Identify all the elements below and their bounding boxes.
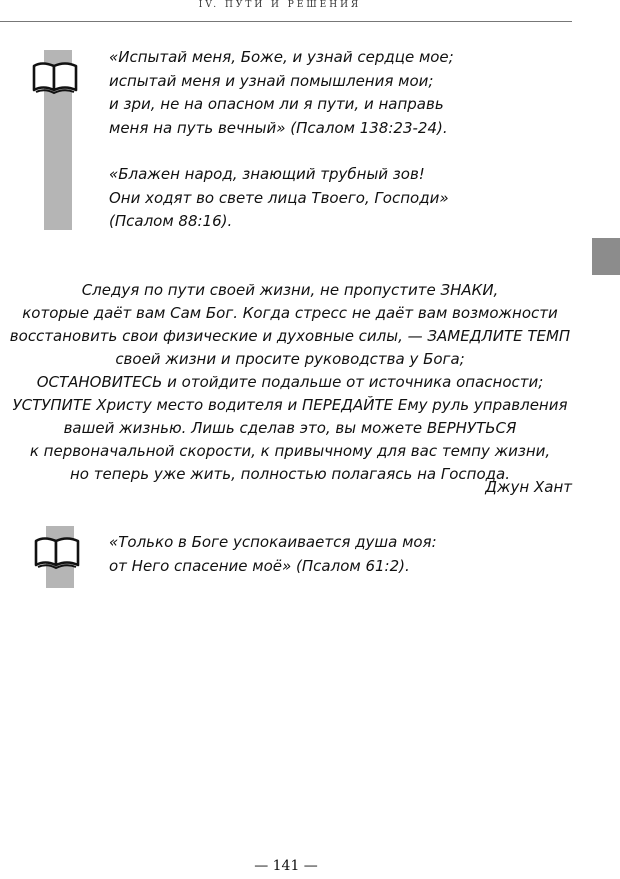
psalm-quote-block-1	[109, 46, 559, 234]
quote-line: «Блажен народ, знающий трубный зов!	[109, 165, 425, 183]
text-line: вашей жизнью. Лишь сделав это, вы можете ВЕРНУТЬСЯ	[63, 419, 517, 437]
text-line: к первоначальной скорости, к привычному для вас темпу жизни,	[29, 442, 551, 460]
quote-author: Джун Хант	[485, 478, 572, 496]
text-line: которые даёт вам Сам Бог. Когда стресс не даёт вам возможности	[22, 304, 558, 322]
quote-line: (Псалом 88:16).	[109, 212, 233, 230]
quote-line: Они ходят во свете лица Твоего, Господи»	[109, 188, 449, 207]
quote-line: меня на путь вечный» (Псалом 138:23-24).	[109, 118, 448, 137]
text-line: своей жизни и просите руководства у Бога;	[115, 350, 465, 368]
text-line: но теперь уже жить, полностью полагаясь на Господа.	[69, 465, 510, 483]
quote-line: и зри, не на опасном ли я пути, и направь	[109, 95, 444, 113]
psalm-quote-paragraph	[109, 46, 559, 140]
running-title: IV. ПУТИ И РЕШЕНИЯ	[198, 0, 362, 10]
header-rule	[0, 21, 572, 22]
main-text-block	[8, 279, 572, 486]
psalm-quote-paragraph	[109, 531, 559, 578]
open-book-icon	[30, 58, 80, 96]
psalm-quote-block-2	[109, 531, 559, 578]
text-line: восстановить свои физические и духовные силы, — ЗАМЕДЛИТЕ ТЕМП	[9, 327, 571, 345]
quote-line: испытай меня и узнай помышления мои;	[109, 71, 434, 90]
page-number: — 141 —	[254, 858, 318, 874]
open-book-icon	[32, 533, 82, 571]
text-line: УСТУПИТЕ Христу место водителя и ПЕРЕДАЙТЕ Ему руль управления	[12, 396, 568, 414]
quote-line: «Испытай меня, Боже, и узнай сердце мое;	[109, 48, 454, 66]
quote-line: «Только в Боге успокаивается душа моя:	[109, 533, 437, 551]
text-line: Следуя по пути своей жизни, не пропустите ЗНАКИ,	[81, 281, 499, 299]
text-line: ОСТАНОВИТЕСЬ и отойдите подальше от источника опасности;	[36, 373, 544, 391]
quote-line: от Него спасение моё» (Псалом 61:2).	[109, 556, 410, 575]
psalm-quote-paragraph	[109, 163, 559, 234]
section-thumb-tab	[592, 238, 620, 275]
